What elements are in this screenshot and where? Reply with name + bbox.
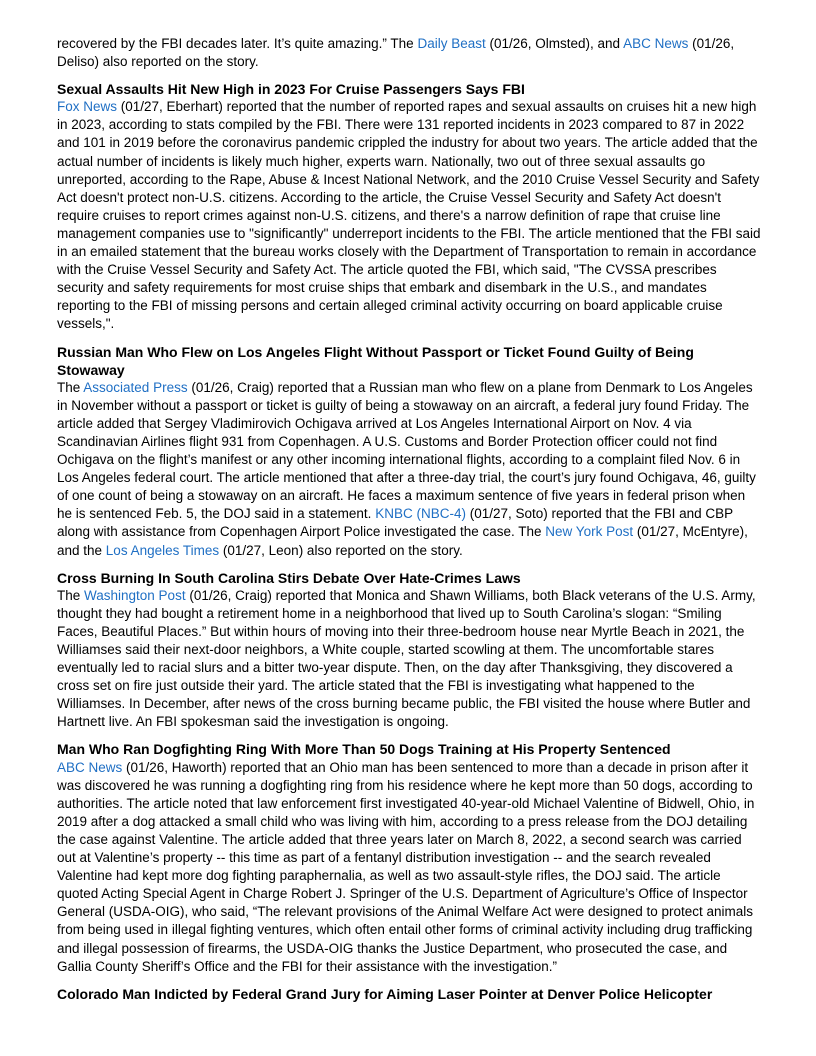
- article-text: (01/27, Eberhart) reported that the number of reported rapes and sexual assaults on cruises hit a new high in 2023, according to stats compiled by the FBI. There were 131 reported incidents in 2023 compared to 87 in 2022 and 101 in 2019 before the coronavirus pandemic crippled the industry for about two years. The article added that the actual number of incidents is likely much higher, experts warn. Nationally, two out of three sexual assaults go unreported, according to the Rape, Abuse & Incest National Network, and the 2010 Cruise Vessel Security and Safety Act doesn't protect non-U.S. citizens. According to the article, the Cruise Vessel Security and Safety Act doesn't require cruises to report crimes against non-U.S. citizens, and there's a narrow definition of rape that cruise line management companies use to "significantly" underreport incidents to the FBI. The article mentioned that the FBI said in an emailed statement that the bureau works closely with the Department of Transportation to remain in accordance with the Cruise Vessel Security and Safety Act. The article quoted the FBI, which said, "The CVSSA prescribes security and safety requirements for most cruise ships that embark and disembark in the U.S., and mandates reporting to the FBI of missing persons and certain alleged criminal activity occurring on board applicable cruise vessels,".: [57, 99, 761, 332]
- article-body: [57, 98, 762, 333]
- associated-press-link[interactable]: Associated Press: [83, 379, 188, 395]
- knbc-link[interactable]: KNBC (NBC-4): [375, 506, 466, 522]
- abc-news-link[interactable]: ABC News: [57, 759, 123, 775]
- article-headline: Man Who Ran Dogfighting Ring With More Than 50 Dogs Training at His Property Sentenced: [57, 741, 671, 758]
- article-cross-burning: [57, 569, 762, 732]
- article-body: [57, 587, 762, 732]
- article-cruise-assaults: [57, 80, 762, 333]
- article-text: (01/27, McEntyre), and the: [57, 524, 748, 558]
- article-dogfighting: [57, 740, 762, 975]
- new-york-post-link[interactable]: New York Post: [545, 524, 634, 540]
- article-text: (01/26, Craig) reported that Monica and Shawn Williams, both Black veterans of the U.S. Army, thought they had bought a retirement home in a neighborhood that lived up to South Carolina’s slogan: “Smiling Faces, Beautiful Places.” But within hours of moving into their three-bedroom house near Myrtle Beach in 2021, the Williamses said their next-door neighbors, a White couple, started scowling at them. The uncomfortable stares eventually led to racial slurs and a bitter two-year dispute. Then, on the day after Thanksgiving, they discovered a cross set on fire just outside their yard. The article stated that the FBI is investigating what happened to the Williamses. In December, after news of the cross burning became public, the FBI visited the house where Butler and Hartnett live. An FBI spokesman said the investigation is ongoing.: [57, 587, 756, 730]
- intro-text: recovered by the FBI decades later. It’s quite amazing.” The: [57, 36, 418, 51]
- intro-text: (01/26, Olmsted), and: [485, 36, 624, 51]
- fox-news-link[interactable]: Fox News: [57, 99, 118, 115]
- los-angeles-times-link[interactable]: Los Angeles Times: [105, 542, 220, 558]
- daily-beast-link[interactable]: Daily Beast: [417, 36, 486, 51]
- document-page: [57, 35, 762, 1012]
- article-text: (01/26, Haworth) reported that an Ohio man has been sentenced to more than a decade in prison after it was discovered he was running a dogfighting ring from his residence where he kept more than 50 dogs, according to authorities. The article noted that law enforcement first investigated 40-year-old Michael Valentine of Bidwell, Ohio, in 2019 after a dog attacked a small child who was living with him, according to a press release from the DOJ detailing the case against Valentine. The article added that three years later on March 8, 2022, a second search was carried out at Valentine’s property -- this time as part of a fentanyl distribution investigation -- and the search revealed Valentine had kept more dog fighting paraphernalia, as well as two assault-style rifles, the DOJ said. The article quoted Acting Special Agent in Charge Robert J. Springer of the U.S. Department of Agriculture’s Office of Inspector General (USDA-OIG), who said, “The relevant provisions of the Animal Welfare Act were designed to protect animals from being used in illegal fighting ventures, which often entail other forms of criminal activity including drug trafficking and illegal possession of firearms, the USDA-OIG thanks the Justice Department, who prosecuted the case, and Gallia County Sheriff’s Office and the FBI for their assistance with the investigation.”: [57, 759, 755, 974]
- abc-news-link[interactable]: ABC News: [623, 36, 689, 51]
- article-text: The: [57, 587, 85, 603]
- article-body: [57, 759, 762, 976]
- intro-paragraph: [57, 35, 762, 71]
- article-text: The: [57, 379, 84, 395]
- article-headline: Sexual Assaults Hit New High in 2023 For Cruise Passengers Says FBI: [57, 81, 525, 98]
- article-russian-stowaway: [57, 343, 762, 560]
- article-body: [57, 379, 762, 560]
- article-laser-pointer: [57, 985, 762, 1003]
- article-text: (01/27, Soto) reported that the FBI and CBP along with assistance from Copenhagen Airport Police investigated the case. The: [57, 506, 733, 540]
- intro-text: (01/26, Deliso) also reported on the story.: [57, 36, 735, 70]
- article-text: (01/27, Leon) also reported on the story.: [219, 542, 463, 558]
- article-headline: Russian Man Who Flew on Los Angeles Flight Without Passport or Ticket Found Guilty of Being Stowaway: [57, 343, 694, 378]
- article-headline: Cross Burning In South Carolina Stirs Debate Over Hate-Crimes Laws: [57, 569, 521, 586]
- washington-post-link[interactable]: Washington Post: [84, 587, 186, 603]
- article-text: (01/26, Craig) reported that a Russian man who flew on a plane from Denmark to Los Angeles in November without a passport or ticket is guilty of being a stowaway on an aircraft, a federal jury found Friday. The article added that Sergey Vladimirovich Ochigava arrived at Los Angeles International Airport on Nov. 4 via Scandinavian Airlines flight 931 from Copenhagen. A U.S. Customs and Border Protection officer could not find Ochigava on the flight’s manifest or any other incoming international flights, according to a complaint filed Nov. 6 in Los Angeles federal court. The article mentioned that after a three-day trial, the court’s jury found Ochigava, 46, guilty of one count of being a stowaway on an aircraft. He faces a maximum sentence of five years in federal prison when he is sentenced Feb. 5, the DOJ said in a statement.: [57, 379, 756, 522]
- article-headline: Colorado Man Indicted by Federal Grand Jury for Aiming Laser Pointer at Denver Police Helicopter: [57, 985, 713, 1002]
